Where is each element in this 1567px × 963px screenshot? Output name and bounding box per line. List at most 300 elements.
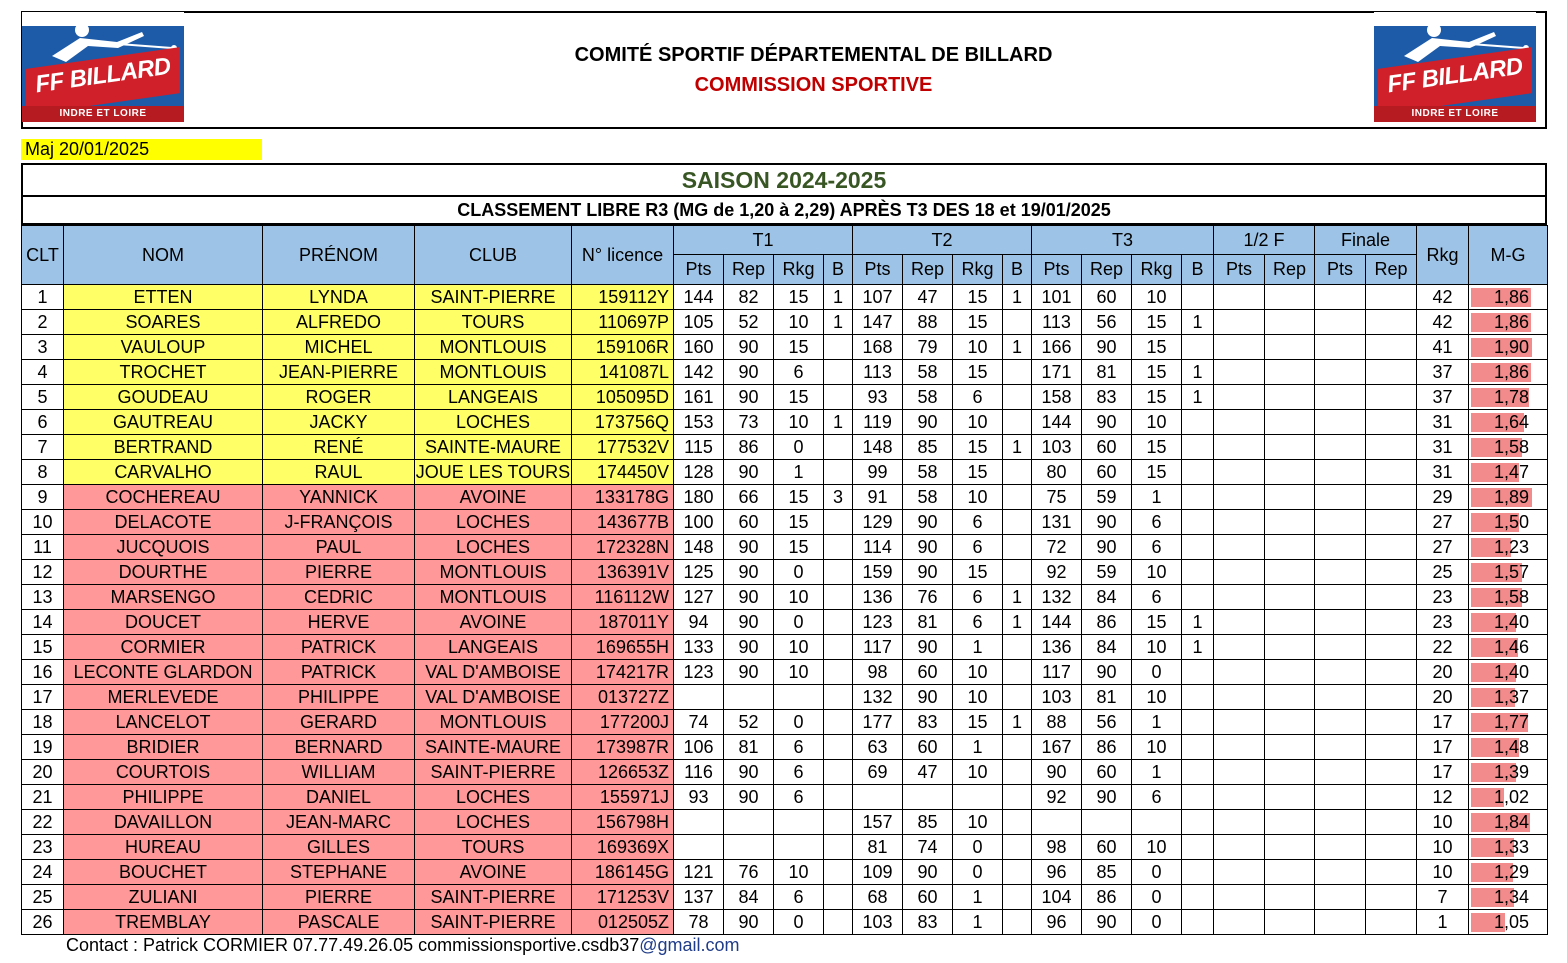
cell-nom: DOURTHE (64, 560, 263, 585)
cell-nom: TROCHET (64, 360, 263, 385)
cell-t2-b (1003, 560, 1032, 585)
subcol-pts: Pts (1032, 255, 1082, 285)
cell-t2-b: 1 (1003, 710, 1032, 735)
cell-finals-empty (1315, 485, 1366, 510)
cell-finals-empty (1265, 560, 1315, 585)
cell-t2-rep: 60 (903, 735, 953, 760)
mg-value: 1,39 (1494, 762, 1530, 782)
cell-finals-empty (1214, 285, 1265, 310)
cell-t3-rep: 56 (1082, 310, 1132, 335)
cell-club: AVOINE (415, 610, 572, 635)
cell-t1-rkg: 6 (774, 735, 824, 760)
cell-prenom: YANNICK (263, 485, 415, 510)
cell-t1-rep: 90 (724, 460, 774, 485)
cell-nom: LECONTE GLARDON (64, 660, 263, 685)
cell-t3-b: 1 (1182, 310, 1214, 335)
cell-finals-empty (1214, 810, 1265, 835)
cell-t1-rkg: 10 (774, 310, 824, 335)
cell-finals-empty (1315, 410, 1366, 435)
cell-t3-pts: 167 (1032, 735, 1082, 760)
cell-t1-pts: 144 (674, 285, 724, 310)
cell-t1-pts (674, 810, 724, 835)
cell-licence: 105095D (572, 385, 674, 410)
cell-t3-b (1182, 660, 1214, 685)
cell-t1-pts: 142 (674, 360, 724, 385)
table-row (22, 435, 1548, 460)
cell-finals-empty (1265, 535, 1315, 560)
cell-t2-b (1003, 685, 1032, 710)
cell-finals-empty (1366, 910, 1417, 935)
cell-t3-pts: 158 (1032, 385, 1082, 410)
cell-t2-rep: 85 (903, 810, 953, 835)
cell-t2-rkg (953, 785, 1003, 810)
cell-clt: 1 (22, 285, 64, 310)
cell-rkg: 25 (1417, 560, 1469, 585)
table-row (22, 610, 1548, 635)
cell-t1-rep: 90 (724, 910, 774, 935)
cell-prenom: PIERRE (263, 885, 415, 910)
cell-club: TOURS (415, 835, 572, 860)
cell-finals-empty (1214, 435, 1265, 460)
cell-t1-pts: 161 (674, 385, 724, 410)
mg-value: 1,86 (1494, 287, 1530, 307)
cell-prenom: J-FRANÇOIS (263, 510, 415, 535)
cell-rkg: 37 (1417, 385, 1469, 410)
cell-t2-rkg: 1 (953, 635, 1003, 660)
mg-value: 1,58 (1494, 437, 1530, 457)
col-club: CLUB (415, 226, 572, 285)
cell-finals-empty (1315, 860, 1366, 885)
cell-mg (1469, 735, 1548, 760)
cell-t2-b (1003, 460, 1032, 485)
cell-t2-rkg: 15 (953, 310, 1003, 335)
cell-t1-rep (724, 810, 774, 835)
cell-t1-rkg: 6 (774, 885, 824, 910)
cell-t1-pts: 148 (674, 535, 724, 560)
cell-finals-empty (1214, 485, 1265, 510)
cell-t2-b (1003, 360, 1032, 385)
cell-t1-rkg: 0 (774, 710, 824, 735)
cell-finals-empty (1366, 885, 1417, 910)
cell-finals-empty (1214, 735, 1265, 760)
cell-t2-pts: 93 (853, 385, 903, 410)
cell-t1-pts: 115 (674, 435, 724, 460)
cell-finals-empty (1315, 660, 1366, 685)
cell-finals-empty (1214, 835, 1265, 860)
cell-t1-rkg: 10 (774, 410, 824, 435)
mg-value: 1,37 (1494, 687, 1530, 707)
cell-nom: BRIDIER (64, 735, 263, 760)
cell-t2-rkg: 15 (953, 460, 1003, 485)
cell-t2-rep: 81 (903, 610, 953, 635)
subcol-rkg_sub: Rkg (1132, 255, 1182, 285)
logo-band: INDRE ET LOIRE (22, 106, 184, 122)
cell-finals-empty (1214, 610, 1265, 635)
table-row (22, 585, 1548, 610)
cell-licence: 186145G (572, 860, 674, 885)
cell-clt: 4 (22, 360, 64, 385)
cell-t1-rep: 82 (724, 285, 774, 310)
cell-t3-rkg: 6 (1132, 510, 1182, 535)
cell-t2-b (1003, 635, 1032, 660)
cell-t1-rkg: 15 (774, 510, 824, 535)
cell-finals-empty (1315, 335, 1366, 360)
cell-t3-rep: 81 (1082, 360, 1132, 385)
table-row (22, 535, 1548, 560)
cell-prenom: HERVE (263, 610, 415, 635)
cell-t2-pts: 99 (853, 460, 903, 485)
cell-t2-pts: 129 (853, 510, 903, 535)
cell-t3-rkg: 15 (1132, 435, 1182, 460)
cell-finals-empty (1366, 610, 1417, 635)
cell-t2-rkg: 10 (953, 485, 1003, 510)
cell-t2-b (1003, 885, 1032, 910)
cell-t3-rep: 86 (1082, 885, 1132, 910)
cell-t1-rkg: 10 (774, 860, 824, 885)
cell-t2-rkg: 1 (953, 910, 1003, 935)
cell-clt: 20 (22, 760, 64, 785)
cell-finals-empty (1366, 485, 1417, 510)
cell-t1-b (824, 535, 853, 560)
cell-rkg: 12 (1417, 785, 1469, 810)
cell-t2-b (1003, 510, 1032, 535)
cell-t1-rkg: 10 (774, 660, 824, 685)
cell-mg (1469, 535, 1548, 560)
cell-t2-pts: 123 (853, 610, 903, 635)
mg-value: 1,46 (1494, 637, 1530, 657)
cell-finals-empty (1315, 560, 1366, 585)
cell-t3-rep: 60 (1082, 835, 1132, 860)
cell-prenom: RAUL (263, 460, 415, 485)
cell-t1-pts: 116 (674, 760, 724, 785)
cell-licence: 169369X (572, 835, 674, 860)
cell-finals-empty (1366, 560, 1417, 585)
mg-value: 1,57 (1494, 562, 1530, 582)
table-row (22, 835, 1548, 860)
cell-finals-empty (1366, 735, 1417, 760)
cell-club: LOCHES (415, 510, 572, 535)
cell-nom: ZULIANI (64, 885, 263, 910)
table-row (22, 510, 1548, 535)
update-date: Maj 20/01/2025 (21, 139, 262, 160)
cell-mg (1469, 710, 1548, 735)
cell-t1-rep (724, 685, 774, 710)
cell-clt: 25 (22, 885, 64, 910)
cell-t1-pts: 121 (674, 860, 724, 885)
cell-t2-rkg: 15 (953, 560, 1003, 585)
cell-t1-rkg (774, 835, 824, 860)
cell-prenom: ALFREDO (263, 310, 415, 335)
cell-finals-empty (1315, 385, 1366, 410)
cell-t2-pts: 69 (853, 760, 903, 785)
cell-finals-empty (1315, 535, 1366, 560)
mg-value: 1,33 (1494, 837, 1530, 857)
cell-finals-empty (1265, 335, 1315, 360)
cell-rkg: 27 (1417, 535, 1469, 560)
cell-t3-rep: 59 (1082, 485, 1132, 510)
cell-mg (1469, 785, 1548, 810)
cell-prenom: RENÉ (263, 435, 415, 460)
cell-t1-b (824, 760, 853, 785)
mg-value: 1,29 (1494, 862, 1530, 882)
cell-t3-pts: 92 (1032, 560, 1082, 585)
cell-club: LANGEAIS (415, 385, 572, 410)
cell-finals-empty (1366, 385, 1417, 410)
cell-t3-b: 1 (1182, 360, 1214, 385)
cell-finals-empty (1214, 660, 1265, 685)
cell-finals-empty (1265, 785, 1315, 810)
cell-t3-pts: 72 (1032, 535, 1082, 560)
cell-finals-empty (1265, 735, 1315, 760)
cell-t2-rkg: 10 (953, 760, 1003, 785)
cell-prenom: BERNARD (263, 735, 415, 760)
cell-finals-empty (1315, 610, 1366, 635)
cell-t2-rep: 88 (903, 310, 953, 335)
cell-clt: 24 (22, 860, 64, 885)
cell-licence: 116112W (572, 585, 674, 610)
cell-finals-empty (1214, 585, 1265, 610)
cell-t3-rep: 56 (1082, 710, 1132, 735)
cell-club: AVOINE (415, 860, 572, 885)
cell-t2-pts: 136 (853, 585, 903, 610)
cell-finals-empty (1214, 860, 1265, 885)
cell-t1-b (824, 435, 853, 460)
cell-licence: 143677B (572, 510, 674, 535)
cell-t2-b (1003, 910, 1032, 935)
cell-finals-empty (1315, 735, 1366, 760)
cell-t3-b (1182, 685, 1214, 710)
table-row (22, 285, 1548, 310)
table-row (22, 860, 1548, 885)
cell-finals-empty (1214, 560, 1265, 585)
cell-finals-empty (1214, 510, 1265, 535)
subcol-rep: Rep (1265, 255, 1315, 285)
table-row (22, 785, 1548, 810)
table-row (22, 635, 1548, 660)
cell-finals-empty (1214, 360, 1265, 385)
cell-finals-empty (1366, 835, 1417, 860)
cell-t1-rkg: 15 (774, 535, 824, 560)
cell-t3-rep: 90 (1082, 660, 1132, 685)
cell-prenom: GILLES (263, 835, 415, 860)
mg-value: 1,78 (1494, 387, 1530, 407)
cell-rkg: 42 (1417, 285, 1469, 310)
cell-t1-rep: 90 (724, 335, 774, 360)
cell-finals-empty (1366, 410, 1417, 435)
cell-t2-rep: 58 (903, 385, 953, 410)
cell-club: SAINT-PIERRE (415, 760, 572, 785)
cell-prenom: GERARD (263, 710, 415, 735)
cell-clt: 8 (22, 460, 64, 485)
cell-t3-rkg: 15 (1132, 310, 1182, 335)
cell-t1-rep: 52 (724, 710, 774, 735)
cell-finals-empty (1265, 885, 1315, 910)
cell-prenom: PASCALE (263, 910, 415, 935)
cell-finals-empty (1265, 310, 1315, 335)
mg-value: 1,77 (1494, 712, 1530, 732)
cell-finals-empty (1366, 310, 1417, 335)
cell-finals-empty (1315, 435, 1366, 460)
cell-rkg: 22 (1417, 635, 1469, 660)
table-row (22, 335, 1548, 360)
cell-t1-rkg (774, 810, 824, 835)
cell-t1-pts: 94 (674, 610, 724, 635)
cell-t3-b (1182, 560, 1214, 585)
cell-licence: 141087L (572, 360, 674, 385)
cell-t2-rkg: 0 (953, 835, 1003, 860)
cell-t1-pts: 74 (674, 710, 724, 735)
cell-t2-rkg: 15 (953, 435, 1003, 460)
col-t2: T2 (853, 226, 1032, 255)
cell-t1-b (824, 335, 853, 360)
cell-clt: 18 (22, 710, 64, 735)
cell-finals-empty (1315, 285, 1366, 310)
cell-t3-pts: 131 (1032, 510, 1082, 535)
cell-t2-pts: 119 (853, 410, 903, 435)
cell-t2-pts: 132 (853, 685, 903, 710)
cell-licence: 174450V (572, 460, 674, 485)
cell-nom: COURTOIS (64, 760, 263, 785)
cell-t3-pts: 90 (1032, 760, 1082, 785)
subcol-rep: Rep (724, 255, 774, 285)
cell-finals-empty (1214, 460, 1265, 485)
cell-clt: 11 (22, 535, 64, 560)
cell-t3-pts: 104 (1032, 885, 1082, 910)
cell-t3-rkg: 0 (1132, 660, 1182, 685)
cell-t3-rkg: 1 (1132, 710, 1182, 735)
cell-prenom: CEDRIC (263, 585, 415, 610)
cell-t1-pts: 153 (674, 410, 724, 435)
cell-club: MONTLOUIS (415, 560, 572, 585)
cell-t3-pts: 132 (1032, 585, 1082, 610)
cell-finals-empty (1366, 760, 1417, 785)
cell-t1-pts: 105 (674, 310, 724, 335)
cell-t2-pts: 168 (853, 335, 903, 360)
subcol-pts: Pts (853, 255, 903, 285)
cell-t2-b (1003, 735, 1032, 760)
cell-t2-b: 1 (1003, 610, 1032, 635)
cell-licence: 159112Y (572, 285, 674, 310)
cell-t1-b (824, 460, 853, 485)
cell-prenom: PAUL (263, 535, 415, 560)
col-nom: NOM (64, 226, 263, 285)
cell-mg (1469, 510, 1548, 535)
cell-t3-rep (1082, 810, 1132, 835)
cell-finals-empty (1265, 660, 1315, 685)
cell-t1-rkg: 10 (774, 585, 824, 610)
cell-t3-pts: 117 (1032, 660, 1082, 685)
cell-t1-b (824, 685, 853, 710)
cell-t1-rep: 90 (724, 635, 774, 660)
cell-mg (1469, 335, 1548, 360)
cell-t2-pts: 91 (853, 485, 903, 510)
cell-t2-rep: 76 (903, 585, 953, 610)
cell-finals-empty (1265, 610, 1315, 635)
cell-nom: COCHEREAU (64, 485, 263, 510)
mg-value: 1,50 (1494, 512, 1530, 532)
cell-t1-rep: 90 (724, 385, 774, 410)
cell-rkg: 1 (1417, 910, 1469, 935)
col-demi-finale: 1/2 F (1214, 226, 1315, 255)
cell-t2-pts: 109 (853, 860, 903, 885)
cell-t2-rkg: 6 (953, 585, 1003, 610)
cell-mg (1469, 660, 1548, 685)
cell-mg (1469, 435, 1548, 460)
cell-rkg: 41 (1417, 335, 1469, 360)
cell-finals-empty (1315, 585, 1366, 610)
page-subtitle: COMMISSION SPORTIVE (694, 74, 933, 96)
cell-t2-pts: 98 (853, 660, 903, 685)
cell-t1-rep: 81 (724, 735, 774, 760)
cell-t3-pts: 103 (1032, 435, 1082, 460)
cell-club: LOCHES (415, 535, 572, 560)
cell-club: MONTLOUIS (415, 360, 572, 385)
cell-licence: 126653Z (572, 760, 674, 785)
cell-club: LOCHES (415, 410, 572, 435)
cell-t3-rep: 84 (1082, 635, 1132, 660)
cell-t1-rep: 90 (724, 360, 774, 385)
cell-t3-rep: 90 (1082, 910, 1132, 935)
cell-t1-rkg: 0 (774, 435, 824, 460)
cell-t3-rkg: 6 (1132, 535, 1182, 560)
cell-prenom: STEPHANE (263, 860, 415, 885)
cell-finals-empty (1214, 535, 1265, 560)
cell-rkg: 29 (1417, 485, 1469, 510)
subcol-pts: Pts (1315, 255, 1366, 285)
cell-t1-rkg: 15 (774, 335, 824, 360)
cell-finals-empty (1265, 510, 1315, 535)
cell-rkg: 31 (1417, 435, 1469, 460)
cell-t2-b: 1 (1003, 585, 1032, 610)
cell-t1-rkg: 6 (774, 360, 824, 385)
cell-finals-empty (1214, 910, 1265, 935)
cell-finals-empty (1315, 810, 1366, 835)
cell-club: VAL D'AMBOISE (415, 685, 572, 710)
mg-value: 1,02 (1494, 787, 1530, 807)
cell-t1-b (824, 910, 853, 935)
cell-licence: 187011Y (572, 610, 674, 635)
cell-t1-rkg: 15 (774, 285, 824, 310)
mg-value: 1,58 (1494, 587, 1530, 607)
cell-t3-rep: 60 (1082, 435, 1132, 460)
cell-finals-empty (1366, 535, 1417, 560)
table-row (22, 560, 1548, 585)
cell-t3-rkg: 1 (1132, 485, 1182, 510)
table-row (22, 410, 1548, 435)
cell-clt: 12 (22, 560, 64, 585)
cell-t1-rkg: 0 (774, 560, 824, 585)
cell-clt: 26 (22, 910, 64, 935)
cell-t3-rep: 90 (1082, 410, 1132, 435)
cell-licence: 133178G (572, 485, 674, 510)
cell-nom: VAULOUP (64, 335, 263, 360)
cell-t3-b (1182, 585, 1214, 610)
cell-prenom: MICHEL (263, 335, 415, 360)
cell-t1-rep: 66 (724, 485, 774, 510)
cell-t1-rkg: 10 (774, 635, 824, 660)
col-rkg: Rkg (1417, 226, 1469, 285)
subcol-pts: Pts (1214, 255, 1265, 285)
cell-licence: 013727Z (572, 685, 674, 710)
cell-t3-rkg: 15 (1132, 335, 1182, 360)
cell-t2-pts: 159 (853, 560, 903, 585)
contact-email-domain[interactable]: @gmail.com (639, 935, 740, 955)
cell-t3-b: 1 (1182, 635, 1214, 660)
table-row (22, 360, 1548, 385)
cell-prenom: DANIEL (263, 785, 415, 810)
cell-finals-empty (1214, 885, 1265, 910)
cell-t3-pts: 144 (1032, 610, 1082, 635)
